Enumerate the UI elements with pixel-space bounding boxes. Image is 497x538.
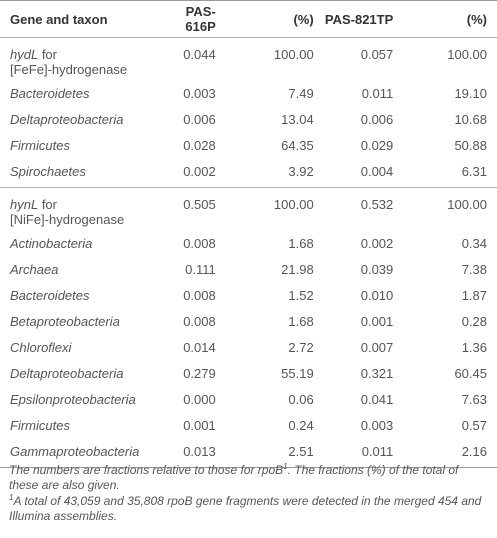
cell-value: 0.008 xyxy=(183,287,216,303)
header-row xyxy=(0,1,497,38)
header-pas616p: PAS-616P xyxy=(154,1,216,38)
cell-value: 64.35 xyxy=(281,137,314,153)
cell-value: 2.72 xyxy=(288,339,314,355)
table-footnotes xyxy=(9,463,491,525)
cell-value: 0.028 xyxy=(183,137,216,153)
gene-cell xyxy=(0,188,154,230)
cell-value: 0.000 xyxy=(183,391,216,407)
header-gene-taxon: Gene and taxon xyxy=(0,1,154,38)
taxon-cell: Epsilonproteobacteria xyxy=(10,391,136,407)
cell-value: 1.36 xyxy=(461,339,487,355)
cell-value: 0.57 xyxy=(461,417,487,433)
cell-value: 7.38 xyxy=(461,261,487,277)
taxon-cell: Deltaproteobacteria xyxy=(10,111,124,127)
gene-name: hynL xyxy=(10,197,39,212)
cell-value: 100.00 xyxy=(273,197,314,212)
table-row xyxy=(0,158,497,188)
cell-value: 100.00 xyxy=(447,197,487,212)
cell-value: 0.001 xyxy=(183,417,216,433)
table-row xyxy=(0,308,497,334)
table-row xyxy=(0,132,497,158)
cell-value: 7.63 xyxy=(461,391,487,407)
table-row xyxy=(0,230,497,256)
cell-value: 0.111 xyxy=(185,261,216,277)
header-pct-1: (%) xyxy=(216,1,314,38)
cell-value: 0.011 xyxy=(314,438,394,468)
header-pct-2: (%) xyxy=(393,1,497,38)
cell-value: 0.006 xyxy=(183,111,216,127)
cell-value: 0.011 xyxy=(361,85,394,101)
taxon-cell: Firmicutes xyxy=(10,417,70,433)
cell-value: 0.010 xyxy=(360,287,394,303)
taxon-cell: Betaproteobacteria xyxy=(10,313,120,329)
cell-value: 0.532 xyxy=(360,197,394,212)
taxon-cell: Deltaproteobacteria xyxy=(10,365,124,381)
table-row xyxy=(0,282,497,308)
cell-value: 0.008 xyxy=(183,235,216,251)
cell-value: 0.279 xyxy=(183,365,216,381)
cell-value: 2.16 xyxy=(393,438,497,468)
cell-value: 2.51 xyxy=(216,438,314,468)
cell-value: 0.013 xyxy=(154,438,216,468)
table-row xyxy=(0,256,497,282)
cell-value: 1.87 xyxy=(461,287,487,303)
gene-enzyme: [NiFe]-hydrogenase xyxy=(10,212,125,227)
cell-value: 21.98 xyxy=(281,261,314,277)
taxon-cell: Bacteroidetes xyxy=(10,85,90,101)
cell-value: 0.002 xyxy=(360,235,394,251)
gene-enzyme: [FeFe]-hydrogenase xyxy=(10,62,128,77)
footnote-1: The numbers are fractions relative to those for rpoB$^1$. The fractions (%) of the total of these are also given. xyxy=(9,462,459,492)
cell-value: 0.014 xyxy=(183,339,216,355)
cell-value: 0.28 xyxy=(461,313,487,329)
cell-value: 0.008 xyxy=(183,313,216,329)
cell-value: 0.34 xyxy=(461,235,487,251)
footnote-2: $^1$A total of 43,059 and 35,808 rpoB gene fragments were detected in the merged 454 and Illumina assemblies. xyxy=(9,493,482,523)
table-row xyxy=(0,360,497,386)
cell-value: 3.92 xyxy=(216,158,314,188)
cell-value: 0.002 xyxy=(154,158,216,188)
taxon-cell: Gammaproteobacteria xyxy=(0,438,154,468)
table-row xyxy=(0,80,497,106)
gene-cell xyxy=(0,38,154,80)
table-row xyxy=(0,106,497,132)
group-row-hynl xyxy=(0,188,497,230)
gene-suffix: for xyxy=(38,47,57,62)
table-row xyxy=(0,334,497,360)
cell-value: 0.003 xyxy=(360,417,394,433)
cell-value: 55.19 xyxy=(281,365,314,381)
cell-value: 0.007 xyxy=(360,339,394,355)
cell-value: 10.68 xyxy=(454,111,487,127)
taxon-cell: Bacteroidetes xyxy=(10,287,90,303)
cell-value: 0.057 xyxy=(360,47,394,62)
cell-value: 0.029 xyxy=(360,137,394,153)
taxon-cell: Firmicutes xyxy=(10,137,70,153)
cell-value: 13.04 xyxy=(281,111,314,127)
taxon-cell: Actinobacteria xyxy=(10,235,93,251)
group-row-hydl xyxy=(0,38,497,80)
table-row xyxy=(0,412,497,438)
cell-value: 1.68 xyxy=(288,235,314,251)
cell-value: 19.10 xyxy=(454,85,487,101)
cell-value: 0.041 xyxy=(360,391,394,407)
taxon-cell: Archaea xyxy=(10,261,59,277)
cell-value: 0.039 xyxy=(360,261,394,277)
cell-value: 50.88 xyxy=(454,137,487,153)
cell-value: 0.006 xyxy=(360,111,394,127)
cell-value: 1.52 xyxy=(288,287,314,303)
cell-value: 0.044 xyxy=(183,47,216,62)
cell-value: 0.06 xyxy=(288,391,314,407)
cell-value: 7.49 xyxy=(288,85,314,101)
taxon-cell: Chloroflexi xyxy=(10,339,72,355)
cell-value: 0.505 xyxy=(183,197,216,212)
cell-value: 1.68 xyxy=(288,313,314,329)
gene-name: hydL xyxy=(10,47,39,62)
header-pas821tp: PAS-821TP xyxy=(314,1,394,38)
cell-value: 60.45 xyxy=(454,365,487,381)
table-row xyxy=(0,386,497,412)
cell-value: 100.00 xyxy=(447,47,487,62)
cell-value: 6.31 xyxy=(393,158,497,188)
gene-suffix: for xyxy=(38,197,57,212)
cell-value: 0.24 xyxy=(288,417,314,433)
cell-value: 0.003 xyxy=(183,85,216,101)
taxon-cell: Spirochaetes xyxy=(0,158,154,188)
cell-value: 100.00 xyxy=(273,47,314,62)
cell-value: 0.321 xyxy=(360,365,394,381)
cell-value: 0.004 xyxy=(314,158,394,188)
cell-value: 0.001 xyxy=(360,313,394,329)
